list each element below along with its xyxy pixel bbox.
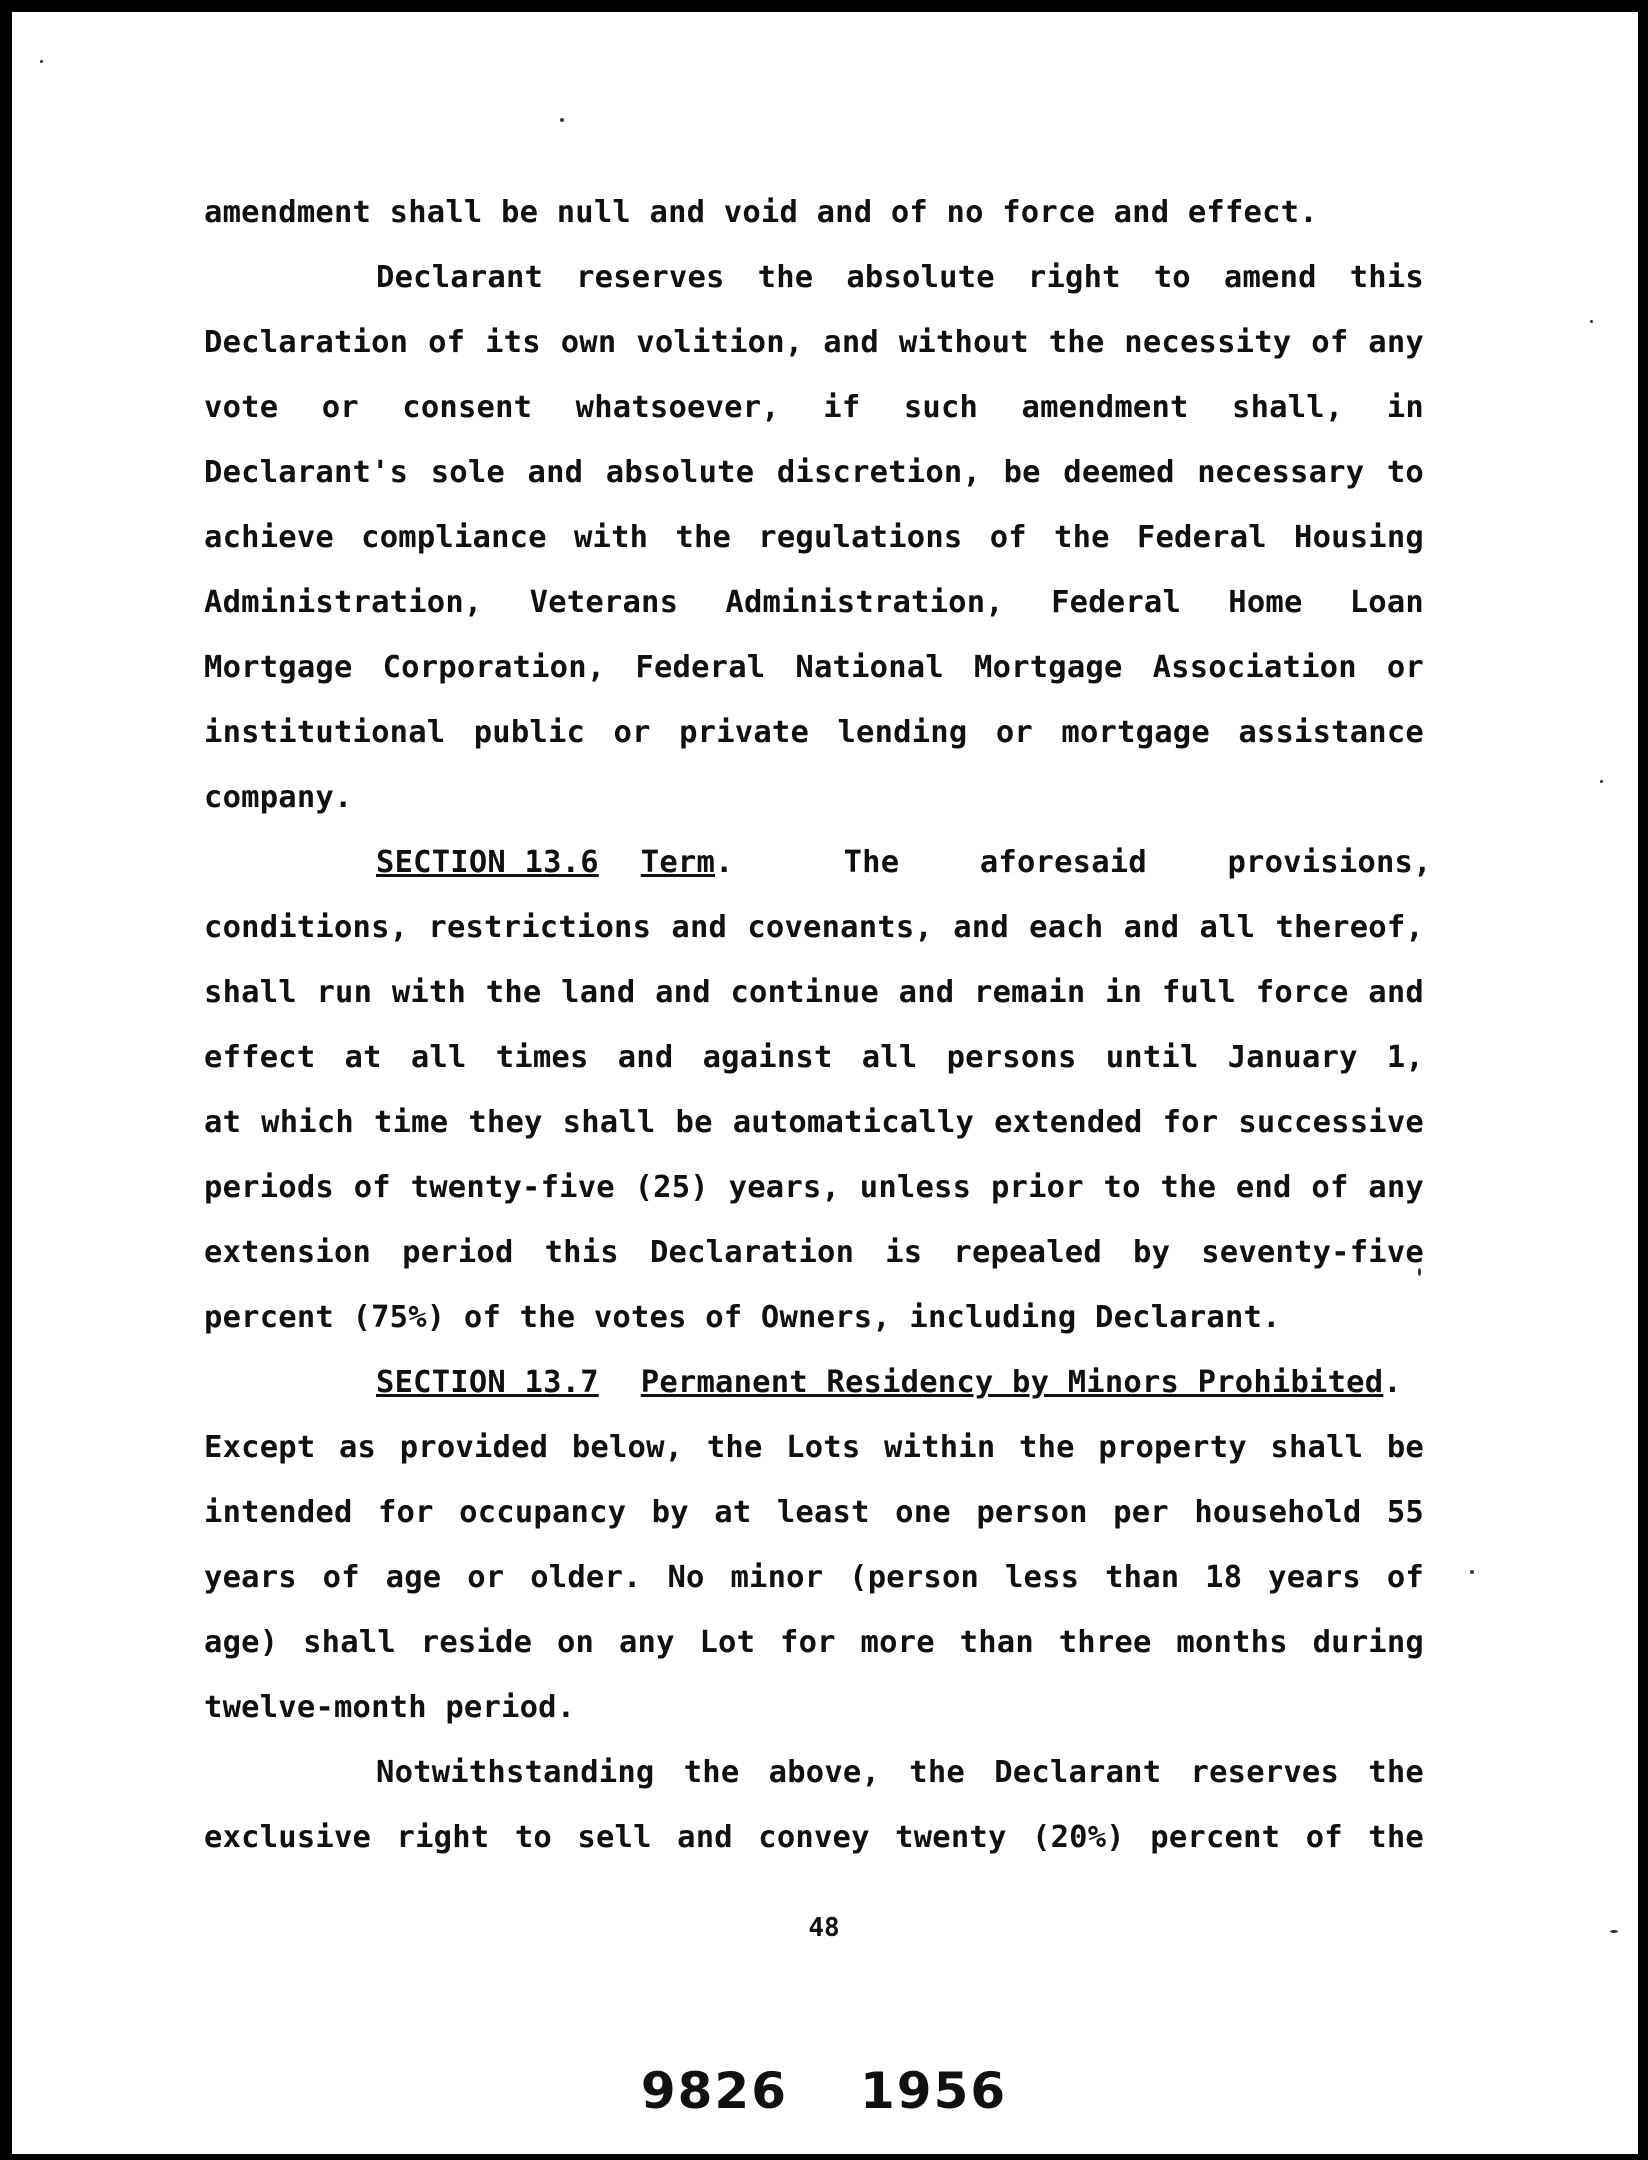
text-line: twelve-month period.: [204, 1690, 576, 1725]
text-line: amendment shall be null and void and of no force and effect.: [204, 195, 1318, 230]
text-line: conditions, restrictions and covenants, and each and all thereof,: [204, 910, 1424, 945]
text-line: extension period this Declaration is repealed by seventy-five: [204, 1235, 1424, 1270]
text-line: institutional public or private lending or mortgage assistance: [204, 715, 1424, 750]
document-code-right: 1956: [860, 2062, 1008, 2120]
text-line: Except as provided below, the Lots within the property shall be: [204, 1430, 1424, 1465]
text-line: percent (75%) of the votes of Owners, including Declarant.: [204, 1300, 1281, 1335]
page-number: 48: [808, 1913, 840, 1943]
scan-speck: [1590, 320, 1593, 323]
scan-speck: [560, 118, 564, 122]
section-title-period: .: [715, 845, 734, 880]
scan-speck: [1600, 780, 1603, 783]
text-line: intended for occupancy by at least one person per household 55: [204, 1495, 1424, 1530]
section-number: SECTION 13.7: [376, 1365, 599, 1400]
text-line: Administration, Veterans Administration, Federal Home Loan: [204, 585, 1424, 620]
text-line: Mortgage Corporation, Federal National Mortgage Association or: [204, 650, 1424, 685]
text-line: at which time they shall be automatically extended for successive: [204, 1105, 1424, 1140]
section-intro-text: The aforesaid provisions,: [843, 845, 1432, 880]
text-line: age) shall reside on any Lot for more than three months during: [204, 1625, 1424, 1660]
section-title: Permanent Residency by Minors Prohibited: [640, 1365, 1384, 1400]
text-line: achieve compliance with the regulations of the Federal Housing: [204, 520, 1424, 555]
scan-speck: [1470, 1570, 1474, 1574]
body-text: [204, 180, 1432, 1870]
text-line: exclusive right to sell and convey twenty (20%) percent of the: [204, 1820, 1424, 1855]
text-line: Notwithstanding the above, the Declarant reserves the: [376, 1755, 1424, 1790]
section-number: SECTION 13.6: [376, 845, 599, 880]
document-code-left: 9826: [640, 2062, 788, 2120]
text-line: Declarant's sole and absolute discretion, be deemed necessary to: [204, 455, 1424, 490]
text-line: vote or consent whatsoever, if such amendment shall, in: [204, 390, 1424, 425]
text-line: company.: [204, 780, 353, 815]
text-line: effect at all times and against all persons until January 1,: [204, 1040, 1424, 1075]
text-line: years of age or older. No minor (person less than 18 years of: [204, 1560, 1424, 1595]
scan-border-top: [0, 0, 1648, 12]
scan-speck: [40, 60, 43, 63]
text-line: shall run with the land and continue and remain in full force and: [204, 975, 1424, 1010]
scan-border-bottom: [0, 2154, 1648, 2160]
text-line: Declaration of its own volition, and without the necessity of any: [204, 325, 1424, 360]
text-line: Declarant reserves the absolute right to amend this: [376, 260, 1424, 295]
section-heading-13-6: [204, 830, 1432, 895]
section-title-period: .: [1383, 1365, 1402, 1400]
scan-border-right: [1638, 0, 1648, 2160]
document-code: [0, 2062, 1648, 2120]
text-line: periods of twenty-five (25) years, unless prior to the end of any: [204, 1170, 1424, 1205]
scan-border-left: [0, 0, 12, 2160]
section-heading-13-7: [204, 1350, 1424, 1415]
section-title: Term: [640, 845, 716, 880]
